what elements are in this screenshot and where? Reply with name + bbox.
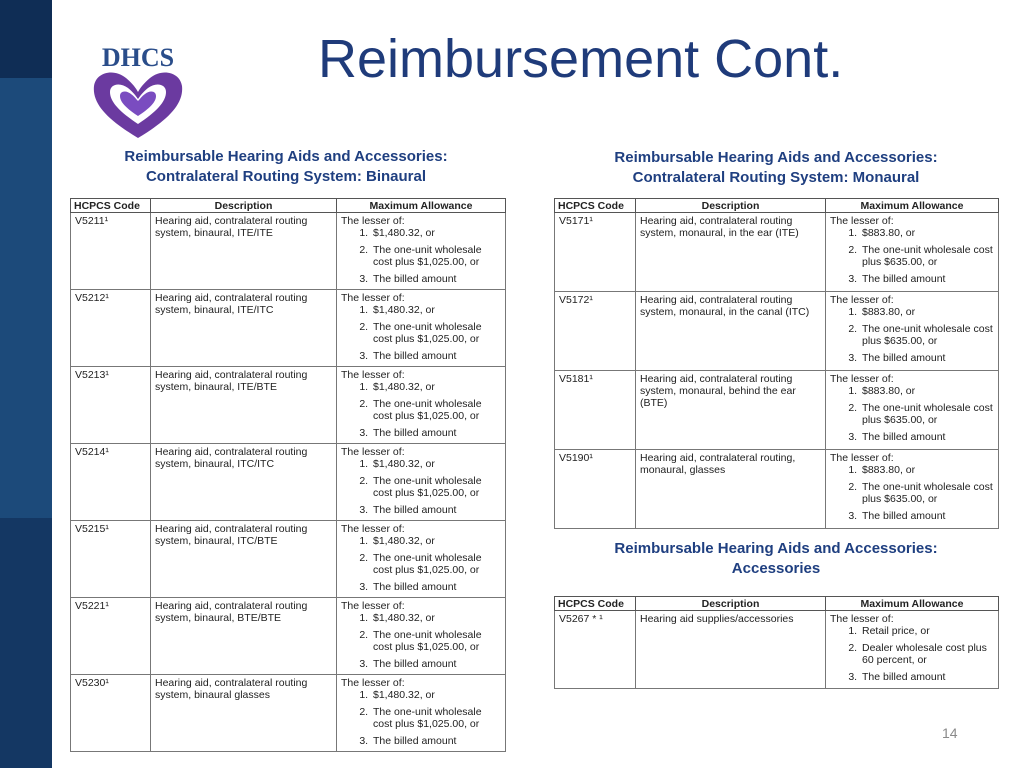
maximum-allowance-cell: [826, 213, 999, 292]
allowance-list-item: 3. The billed amount: [371, 581, 501, 593]
maximum-allowance-cell: [337, 521, 506, 598]
allowance-lead-text: The lesser of:: [341, 677, 405, 689]
allowance-list-item: 2. The one-unit wholesale cost plus $1,025.00, or: [371, 398, 501, 422]
maximum-allowance-cell: [826, 292, 999, 371]
page-number: 14: [942, 725, 958, 741]
description-cell: Hearing aid, contralateral routing system, monaural, in the ear (ITE): [636, 213, 826, 292]
allowance-list-item: 3. The billed amount: [860, 352, 994, 364]
maximum-allowance-cell: [337, 367, 506, 444]
hcpcs-code-cell: V5172¹: [555, 292, 636, 371]
allowance-list-item: 1. $1,480.32, or: [371, 458, 501, 470]
table-row: [555, 213, 999, 292]
maximum-allowance-cell: [337, 290, 506, 367]
maximum-allowance-cell: [826, 371, 999, 450]
allowance-lead-text: The lesser of:: [830, 613, 894, 625]
hcpcs-code-cell: V5214¹: [71, 444, 151, 521]
maximum-allowance-cell: [337, 444, 506, 521]
allowance-list-item: 1. $883.80, or: [860, 385, 994, 397]
accessories-caption-line1: Reimbursable Hearing Aids and Accessories:: [614, 540, 938, 557]
allowance-lead-text: The lesser of:: [830, 373, 894, 385]
accessories-caption: [554, 539, 998, 579]
allowance-list-item: 3. The billed amount: [371, 350, 501, 362]
allowance-list-item: 3. The billed amount: [371, 273, 501, 285]
allowance-list: [830, 625, 994, 683]
allowance-list-item: 2. The one-unit wholesale cost plus $635.00, or: [860, 244, 994, 268]
slide-title: Reimbursement Cont.: [318, 29, 844, 89]
table-row: [71, 598, 506, 675]
table-header-row: [555, 199, 999, 213]
allowance-list-item: 2. The one-unit wholesale cost plus $1,025.00, or: [371, 552, 501, 576]
allowance-list-item: 1. $1,480.32, or: [371, 535, 501, 547]
header-hcpcs-code: HCPCS Code: [555, 597, 636, 611]
allowance-list-item: 3. The billed amount: [371, 504, 501, 516]
allowance-list-item: 3. The billed amount: [860, 273, 994, 285]
description-cell: Hearing aid, contralateral routing system, monaural, behind the ear (BTE): [636, 371, 826, 450]
header-maximum-allowance: Maximum Allowance: [826, 199, 999, 213]
allowance-list-item: 2. The one-unit wholesale cost plus $635.00, or: [860, 481, 994, 505]
accessories-table: [554, 596, 999, 689]
hcpcs-code-cell: V5212¹: [71, 290, 151, 367]
allowance-list: [341, 227, 501, 285]
hcpcs-code-cell: V5221¹: [71, 598, 151, 675]
dhcs-logo: [88, 42, 188, 142]
allowance-list-item: 1. $883.80, or: [860, 306, 994, 318]
maximum-allowance-cell: [337, 213, 506, 290]
binaural-caption-line1: Reimbursable Hearing Aids and Accessories:: [124, 148, 448, 165]
allowance-list-item: 1. $1,480.32, or: [371, 304, 501, 316]
monaural-table: [554, 198, 999, 529]
hcpcs-code-cell: V5213¹: [71, 367, 151, 444]
sidebar-band-top: [0, 0, 52, 78]
allowance-list: [341, 381, 501, 439]
table-row: [71, 367, 506, 444]
binaural-caption: [70, 147, 502, 187]
allowance-list-item: 2. The one-unit wholesale cost plus $635.00, or: [860, 402, 994, 426]
table-row: [555, 371, 999, 450]
table-row: [71, 213, 506, 290]
allowance-list-item: 3. The billed amount: [371, 427, 501, 439]
allowance-list-item: 1. $883.80, or: [860, 227, 994, 239]
allowance-lead-text: The lesser of:: [341, 600, 405, 612]
dhcs-logo-text: DHCS: [101, 43, 175, 72]
allowance-lead-text: The lesser of:: [341, 215, 405, 227]
header-description: Description: [151, 199, 337, 213]
sidebar-band-middle: [0, 78, 52, 518]
allowance-list: [341, 612, 501, 670]
hcpcs-code-cell: V5215¹: [71, 521, 151, 598]
allowance-lead-text: The lesser of:: [341, 292, 405, 304]
header-hcpcs-code: HCPCS Code: [71, 199, 151, 213]
allowance-list: [830, 464, 994, 522]
monaural-caption-line1: Reimbursable Hearing Aids and Accessories:: [614, 149, 938, 166]
hcpcs-code-cell: V5171¹: [555, 213, 636, 292]
hcpcs-code-cell: V5190¹: [555, 450, 636, 529]
allowance-list-item: 2. The one-unit wholesale cost plus $635.00, or: [860, 323, 994, 347]
hcpcs-code-cell: V5267 * ¹: [555, 611, 636, 689]
maximum-allowance-cell: [337, 598, 506, 675]
allowance-list-item: 2. The one-unit wholesale cost plus $1,025.00, or: [371, 706, 501, 730]
description-cell: Hearing aid, contralateral routing system, binaural, ITC/ITC: [151, 444, 337, 521]
allowance-list-item: 1. $1,480.32, or: [371, 227, 501, 239]
monaural-caption: [554, 148, 998, 188]
table-row: [555, 450, 999, 529]
dhcs-logo-graphic: [88, 42, 188, 142]
table-header-row: [71, 199, 506, 213]
allowance-list-item: 3. The billed amount: [860, 671, 994, 683]
description-cell: Hearing aid, contralateral routing, monaural, glasses: [636, 450, 826, 529]
accessories-caption-line2: Accessories: [731, 560, 821, 577]
binaural-table: [70, 198, 506, 752]
allowance-list-item: 2. Dealer wholesale cost plus 60 percent, or: [860, 642, 994, 666]
description-cell: Hearing aid, contralateral routing system, monaural, in the canal (ITC): [636, 292, 826, 371]
allowance-list: [341, 458, 501, 516]
table-row: [71, 290, 506, 367]
table-header-row: [555, 597, 999, 611]
allowance-lead-text: The lesser of:: [830, 294, 894, 306]
allowance-list: [341, 535, 501, 593]
allowance-list-item: 3. The billed amount: [860, 510, 994, 522]
binaural-caption-line2: Contralateral Routing System: Binaural: [145, 168, 427, 185]
header-hcpcs-code: HCPCS Code: [555, 199, 636, 213]
allowance-list-item: 1. $1,480.32, or: [371, 381, 501, 393]
description-cell: Hearing aid, contralateral routing system, binaural, ITE/BTE: [151, 367, 337, 444]
hcpcs-code-cell: V5211¹: [71, 213, 151, 290]
sidebar-bar: [0, 0, 52, 768]
maximum-allowance-cell: [337, 675, 506, 752]
allowance-list: [830, 385, 994, 443]
description-cell: Hearing aid, contralateral routing system, binaural, BTE/BTE: [151, 598, 337, 675]
allowance-lead-text: The lesser of:: [341, 369, 405, 381]
description-cell: Hearing aid, contralateral routing system, binaural glasses: [151, 675, 337, 752]
allowance-list: [341, 304, 501, 362]
description-cell: Hearing aid, contralateral routing system, binaural, ITC/BTE: [151, 521, 337, 598]
allowance-list-item: 2. The one-unit wholesale cost plus $1,025.00, or: [371, 629, 501, 653]
allowance-list-item: 3. The billed amount: [371, 735, 501, 747]
table-row: [71, 675, 506, 752]
allowance-list-item: 2. The one-unit wholesale cost plus $1,025.00, or: [371, 321, 501, 345]
allowance-lead-text: The lesser of:: [830, 215, 894, 227]
allowance-list: [830, 227, 994, 285]
table-row: [71, 444, 506, 521]
allowance-lead-text: The lesser of:: [341, 523, 405, 535]
allowance-list-item: 1. $1,480.32, or: [371, 689, 501, 701]
header-description: Description: [636, 199, 826, 213]
hcpcs-code-cell: V5181¹: [555, 371, 636, 450]
maximum-allowance-cell: [826, 611, 999, 689]
allowance-lead-text: The lesser of:: [830, 452, 894, 464]
table-row: [555, 611, 999, 689]
description-cell: Hearing aid supplies/accessories: [636, 611, 826, 689]
monaural-caption-line2: Contralateral Routing System: Monaural: [632, 169, 920, 186]
header-description: Description: [636, 597, 826, 611]
header-maximum-allowance: Maximum Allowance: [826, 597, 999, 611]
hcpcs-code-cell: V5230¹: [71, 675, 151, 752]
description-cell: Hearing aid, contralateral routing system, binaural, ITE/ITE: [151, 213, 337, 290]
allowance-list-item: 2. The one-unit wholesale cost plus $1,025.00, or: [371, 244, 501, 268]
allowance-lead-text: The lesser of:: [341, 446, 405, 458]
description-cell: Hearing aid, contralateral routing system, binaural, ITE/ITC: [151, 290, 337, 367]
allowance-list-item: 1. Retail price, or: [860, 625, 994, 637]
allowance-list-item: 1. $883.80, or: [860, 464, 994, 476]
allowance-list: [341, 689, 501, 747]
table-row: [71, 521, 506, 598]
table-row: [555, 292, 999, 371]
header-maximum-allowance: Maximum Allowance: [337, 199, 506, 213]
allowance-list-item: 3. The billed amount: [371, 658, 501, 670]
allowance-list-item: 1. $1,480.32, or: [371, 612, 501, 624]
maximum-allowance-cell: [826, 450, 999, 529]
allowance-list-item: 2. The one-unit wholesale cost plus $1,025.00, or: [371, 475, 501, 499]
sidebar-band-bottom: [0, 518, 52, 768]
allowance-list-item: 3. The billed amount: [860, 431, 994, 443]
allowance-list: [830, 306, 994, 364]
